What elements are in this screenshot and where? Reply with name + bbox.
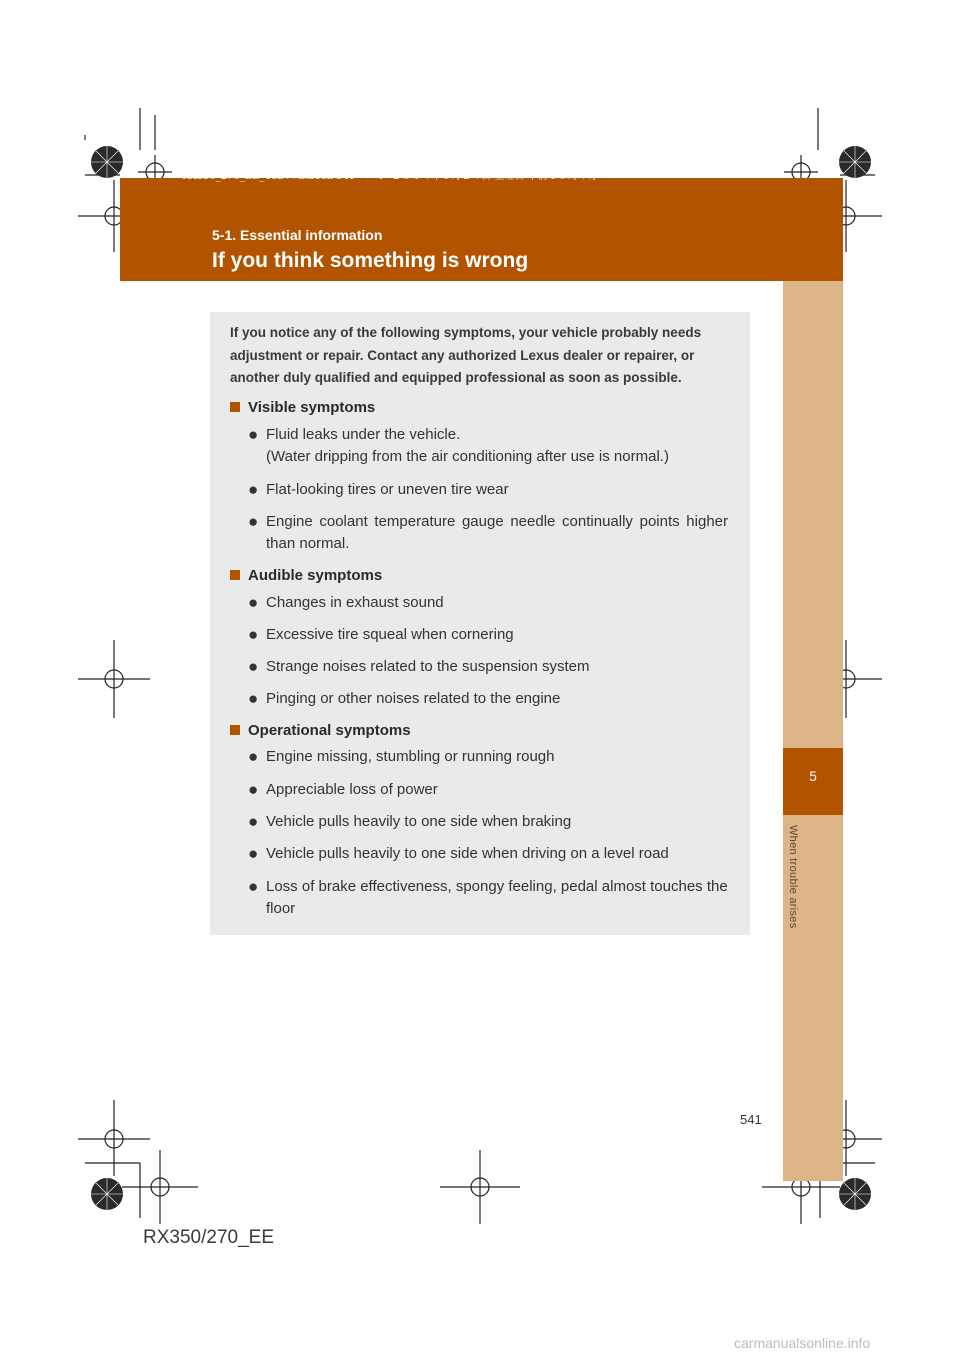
- list-item: [248, 424, 728, 468]
- intro-paragraph: If you notice any of the following symptoms, your vehicle probably needs adjustment or repair. Contact any authorized Lexus dealer or repairer, or another duly qualified and equipped professional as soon as possible.: [230, 325, 702, 385]
- bullet-icon: ●: [248, 780, 259, 799]
- item-text: Excessive tire squeal when cornering: [266, 626, 514, 643]
- item-text: Appreciable loss of power: [266, 781, 438, 798]
- bullet-icon: ●: [248, 625, 259, 644]
- chapter-label: When trouble arises: [787, 825, 799, 929]
- bullet-icon: ●: [248, 689, 259, 708]
- item-text: Fluid leaks under the vehicle.: [266, 426, 461, 443]
- item-text: Strange noises related to the suspension system: [266, 658, 590, 675]
- list-item: [248, 811, 728, 833]
- item-text: Flat-looking tires or uneven tire wear: [266, 481, 509, 498]
- section-heading: [230, 399, 375, 416]
- section-heading: [230, 722, 411, 739]
- list-item: [248, 876, 728, 920]
- chapter-number: 5: [809, 768, 817, 784]
- list-item: [248, 688, 728, 710]
- item-text: Vehicle pulls heavily to one side when braking: [266, 813, 572, 830]
- item-note: (Water dripping from the air conditioning after use is normal.): [266, 448, 669, 465]
- list-item: [248, 843, 728, 865]
- item-text: Changes in exhaust sound: [266, 594, 444, 611]
- item-text: Engine missing, stumbling or running rough: [266, 748, 555, 765]
- bullet-icon: ●: [248, 657, 259, 676]
- list-item: [248, 746, 728, 768]
- model-footer: RX350/270_EE: [143, 1227, 274, 1248]
- item-text: Loss of brake effectiveness, spongy feeling, pedal almost touches the floor: [266, 878, 728, 917]
- heading-text: Audible symptoms: [248, 567, 383, 584]
- list-item: [248, 779, 728, 801]
- item-text: Pinging or other noises related to the engine: [266, 690, 561, 707]
- bullet-icon: ●: [248, 593, 259, 612]
- page-number: 541: [740, 1112, 762, 1127]
- bullet-icon: ●: [248, 812, 259, 831]
- section-heading: [230, 567, 382, 584]
- chapter-sidebar: [783, 281, 843, 1181]
- heading-text: Visible symptoms: [248, 399, 376, 416]
- heading-text: Operational symptoms: [248, 722, 411, 739]
- list-item: [248, 511, 728, 555]
- list-item: [248, 479, 728, 501]
- bullet-icon: ●: [248, 480, 259, 499]
- bullet-icon: ●: [248, 425, 259, 444]
- square-bullet-icon: [230, 570, 240, 580]
- list-item: [248, 592, 728, 614]
- item-text: Vehicle pulls heavily to one side when driving on a level road: [266, 845, 669, 862]
- bullet-icon: ●: [248, 512, 259, 531]
- square-bullet-icon: [230, 725, 240, 735]
- item-text: Engine coolant temperature gauge needle continually points higher than normal.: [266, 513, 728, 552]
- section-label: 5-1. Essential information: [212, 227, 383, 243]
- bullet-icon: ●: [248, 877, 259, 896]
- bullet-icon: ●: [248, 747, 259, 766]
- book-info-line: RX350_270_EE_48D77E.book 541 ページ ２０１４年１月２４日 金曜日 午前１０時４分: [182, 171, 598, 182]
- page-title: If you think something is wrong: [212, 249, 529, 272]
- square-bullet-icon: [230, 402, 240, 412]
- watermark: carmanualsonline.info: [734, 1335, 871, 1351]
- bullet-icon: ●: [248, 844, 259, 863]
- list-item: [248, 656, 728, 678]
- list-item: [248, 624, 728, 646]
